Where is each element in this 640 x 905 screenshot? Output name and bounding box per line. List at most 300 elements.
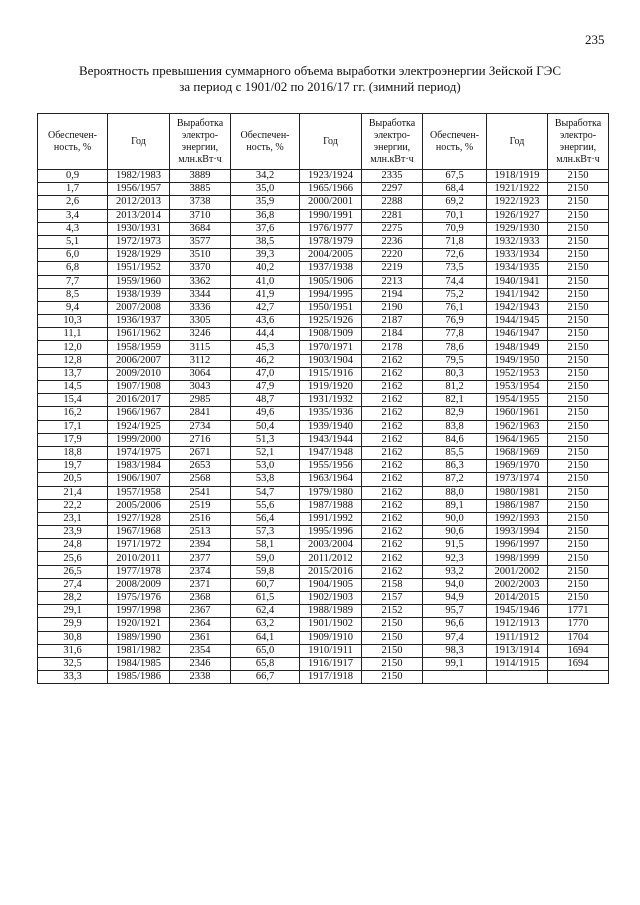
cell-provision-3: 83,8 xyxy=(423,420,487,433)
cell-provision-3: 85,5 xyxy=(423,446,487,459)
cell-provision-2: 41,9 xyxy=(231,288,300,301)
cell-year-2: 1931/1932 xyxy=(300,394,362,407)
cell-provision-2: 47,0 xyxy=(231,367,300,380)
cell-provision-3: 76,1 xyxy=(423,301,487,314)
cell-provision-1: 5,1 xyxy=(38,235,108,248)
cell-provision-2: 35,9 xyxy=(231,196,300,209)
cell-output-3: 2150 xyxy=(548,486,609,499)
cell-provision-1: 17,1 xyxy=(38,420,108,433)
table-row xyxy=(38,446,609,459)
cell-year-1: 2013/2014 xyxy=(108,209,170,222)
cell-provision-2: 42,7 xyxy=(231,301,300,314)
table-row xyxy=(38,275,609,288)
cell-output-1: 2541 xyxy=(170,486,231,499)
cell-output-1: 2519 xyxy=(170,499,231,512)
cell-output-2: 2162 xyxy=(362,381,423,394)
cell-year-1: 1956/1957 xyxy=(108,183,170,196)
cell-provision-2: 47,9 xyxy=(231,381,300,394)
cell-year-2: 1976/1977 xyxy=(300,222,362,235)
table-row xyxy=(38,235,609,248)
cell-provision-1: 16,2 xyxy=(38,407,108,420)
cell-output-2: 2150 xyxy=(362,631,423,644)
cell-output-1: 2671 xyxy=(170,446,231,459)
cell-output-1: 2985 xyxy=(170,394,231,407)
page-number: 235 xyxy=(585,32,605,47)
cell-output-2: 2158 xyxy=(362,578,423,591)
cell-year-2: 1943/1944 xyxy=(300,433,362,446)
cell-year-1: 1971/1972 xyxy=(108,539,170,552)
cell-provision-3: 71,8 xyxy=(423,235,487,248)
table-row xyxy=(38,249,609,262)
cell-provision-2: 52,1 xyxy=(231,446,300,459)
cell-output-2: 2219 xyxy=(362,262,423,275)
cell-provision-3: 82,9 xyxy=(423,407,487,420)
cell-output-3: 2150 xyxy=(548,367,609,380)
cell-output-1: 2394 xyxy=(170,539,231,552)
cell-provision-1: 1,7 xyxy=(38,183,108,196)
cell-output-2: 2194 xyxy=(362,288,423,301)
cell-year-1: 1989/1990 xyxy=(108,631,170,644)
table-row xyxy=(38,328,609,341)
cell-provision-2: 53,8 xyxy=(231,473,300,486)
cell-year-1: 1974/1975 xyxy=(108,446,170,459)
cell-year-3: 2014/2015 xyxy=(487,592,548,605)
cell-provision-2: 64,1 xyxy=(231,631,300,644)
cell-provision-2: 65,8 xyxy=(231,657,300,670)
table-row xyxy=(38,183,609,196)
cell-output-2: 2150 xyxy=(362,657,423,670)
cell-year-2: 1923/1924 xyxy=(300,170,362,183)
cell-output-2: 2213 xyxy=(362,275,423,288)
cell-provision-1: 2,6 xyxy=(38,196,108,209)
cell-year-2: 2011/2012 xyxy=(300,552,362,565)
cell-year-2: 1970/1971 xyxy=(300,341,362,354)
cell-year-2: 1947/1948 xyxy=(300,446,362,459)
cell-output-1: 2368 xyxy=(170,592,231,605)
cell-year-1: 1985/1986 xyxy=(108,671,170,684)
cell-year-3: 2002/2003 xyxy=(487,578,548,591)
cell-output-2: 2150 xyxy=(362,618,423,631)
cell-year-1: 1958/1959 xyxy=(108,341,170,354)
cell-provision-1: 26,5 xyxy=(38,565,108,578)
cell-output-2: 2220 xyxy=(362,249,423,262)
cell-output-3: 2150 xyxy=(548,473,609,486)
cell-output-1: 3305 xyxy=(170,315,231,328)
cell-output-2: 2162 xyxy=(362,354,423,367)
cell-year-1: 1966/1967 xyxy=(108,407,170,420)
cell-output-2: 2335 xyxy=(362,170,423,183)
cell-year-2: 1917/1918 xyxy=(300,671,362,684)
cell-year-3: 1926/1927 xyxy=(487,209,548,222)
cell-year-3: 1993/1994 xyxy=(487,526,548,539)
cell-provision-3: 67,5 xyxy=(423,170,487,183)
cell-output-3: 1770 xyxy=(548,618,609,631)
table-row xyxy=(38,539,609,552)
cell-year-3: 1960/1961 xyxy=(487,407,548,420)
cell-output-3: 2150 xyxy=(548,381,609,394)
cell-output-1: 3889 xyxy=(170,170,231,183)
cell-provision-1: 11,1 xyxy=(38,328,108,341)
cell-output-1: 3043 xyxy=(170,381,231,394)
table-row xyxy=(38,512,609,525)
cell-output-3: 2150 xyxy=(548,592,609,605)
cell-year-1: 1936/1937 xyxy=(108,315,170,328)
cell-year-3: 1914/1915 xyxy=(487,657,548,670)
cell-provision-3: 70,9 xyxy=(423,222,487,235)
cell-provision-1: 13,7 xyxy=(38,367,108,380)
cell-provision-1: 10,3 xyxy=(38,315,108,328)
cell-output-2: 2162 xyxy=(362,473,423,486)
cell-output-3: 2150 xyxy=(548,539,609,552)
cell-year-2: 1904/1905 xyxy=(300,578,362,591)
cell-year-1: 1975/1976 xyxy=(108,592,170,605)
cell-year-3: 1973/1974 xyxy=(487,473,548,486)
cell-year-3: 1954/1955 xyxy=(487,394,548,407)
cell-output-1: 2716 xyxy=(170,433,231,446)
header-output-1: Выработка электро-энергии, млн.кВт·ч xyxy=(170,114,231,170)
table-row xyxy=(38,262,609,275)
cell-output-3: 2150 xyxy=(548,275,609,288)
cell-provision-2: 53,0 xyxy=(231,460,300,473)
cell-output-2: 2184 xyxy=(362,328,423,341)
cell-provision-3: 69,2 xyxy=(423,196,487,209)
cell-output-1: 2734 xyxy=(170,420,231,433)
cell-output-3: 2150 xyxy=(548,433,609,446)
header-year-2: Год xyxy=(300,114,362,170)
cell-year-3: 1946/1947 xyxy=(487,328,548,341)
cell-provision-2: 36,8 xyxy=(231,209,300,222)
cell-output-2: 2157 xyxy=(362,592,423,605)
cell-provision-1: 6,8 xyxy=(38,262,108,275)
cell-year-1: 1957/1958 xyxy=(108,486,170,499)
cell-output-3: 2150 xyxy=(548,235,609,248)
cell-provision-3: 80,3 xyxy=(423,367,487,380)
cell-year-1: 1961/1962 xyxy=(108,328,170,341)
probability-table xyxy=(37,113,609,684)
cell-output-2: 2288 xyxy=(362,196,423,209)
cell-provision-3: 92,3 xyxy=(423,552,487,565)
cell-provision-3: 82,1 xyxy=(423,394,487,407)
cell-provision-3 xyxy=(423,671,487,684)
cell-provision-1: 27,4 xyxy=(38,578,108,591)
cell-year-2: 2015/2016 xyxy=(300,565,362,578)
cell-output-1: 2568 xyxy=(170,473,231,486)
cell-year-3: 1932/1933 xyxy=(487,235,548,248)
table-row xyxy=(38,170,609,183)
cell-year-2: 1905/1906 xyxy=(300,275,362,288)
cell-year-1: 1951/1952 xyxy=(108,262,170,275)
cell-year-2: 2000/2001 xyxy=(300,196,362,209)
cell-provision-1: 32,5 xyxy=(38,657,108,670)
cell-provision-3: 91,5 xyxy=(423,539,487,552)
cell-output-2: 2162 xyxy=(362,407,423,420)
table-row xyxy=(38,315,609,328)
cell-year-3: 1953/1954 xyxy=(487,381,548,394)
cell-year-3: 1913/1914 xyxy=(487,644,548,657)
cell-output-3: 2150 xyxy=(548,354,609,367)
table-row xyxy=(38,631,609,644)
cell-output-2: 2162 xyxy=(362,512,423,525)
cell-provision-3: 90,0 xyxy=(423,512,487,525)
cell-output-3: 2150 xyxy=(548,565,609,578)
cell-output-3: 2150 xyxy=(548,526,609,539)
cell-provision-2: 46,2 xyxy=(231,354,300,367)
cell-output-2: 2162 xyxy=(362,433,423,446)
header-provision-1: Обеспечен-ность, % xyxy=(38,114,108,170)
table-row xyxy=(38,644,609,657)
cell-year-2: 1963/1964 xyxy=(300,473,362,486)
title-line-2: за период с 1901/02 по 2016/17 гг. (зимний период) xyxy=(179,79,461,94)
table-row xyxy=(38,592,609,605)
cell-output-3: 2150 xyxy=(548,341,609,354)
cell-year-1: 1930/1931 xyxy=(108,222,170,235)
cell-provision-3: 77,8 xyxy=(423,328,487,341)
cell-provision-3: 79,5 xyxy=(423,354,487,367)
cell-output-2: 2297 xyxy=(362,183,423,196)
cell-provision-3: 94,0 xyxy=(423,578,487,591)
cell-provision-2: 58,1 xyxy=(231,539,300,552)
cell-output-2: 2178 xyxy=(362,341,423,354)
cell-provision-1: 31,6 xyxy=(38,644,108,657)
cell-year-2: 2004/2005 xyxy=(300,249,362,262)
cell-year-3: 1962/1963 xyxy=(487,420,548,433)
cell-year-3: 1922/1923 xyxy=(487,196,548,209)
cell-output-1: 2367 xyxy=(170,605,231,618)
cell-year-2: 1919/1920 xyxy=(300,381,362,394)
cell-output-2: 2162 xyxy=(362,552,423,565)
cell-year-1: 1907/1908 xyxy=(108,381,170,394)
cell-year-1: 1906/1907 xyxy=(108,473,170,486)
table-row xyxy=(38,565,609,578)
cell-output-1: 2653 xyxy=(170,460,231,473)
cell-output-3: 2150 xyxy=(548,315,609,328)
cell-provision-1: 12,0 xyxy=(38,341,108,354)
cell-output-3 xyxy=(548,671,609,684)
cell-year-2: 1901/1902 xyxy=(300,618,362,631)
cell-provision-1: 9,4 xyxy=(38,301,108,314)
cell-output-1: 3112 xyxy=(170,354,231,367)
table-row xyxy=(38,341,609,354)
cell-year-1: 1981/1982 xyxy=(108,644,170,657)
cell-output-1: 2841 xyxy=(170,407,231,420)
cell-output-2: 2152 xyxy=(362,605,423,618)
cell-provision-2: 63,2 xyxy=(231,618,300,631)
cell-output-3: 2150 xyxy=(548,512,609,525)
cell-provision-3: 93,2 xyxy=(423,565,487,578)
cell-output-3: 2150 xyxy=(548,288,609,301)
cell-year-2: 1915/1916 xyxy=(300,367,362,380)
cell-year-1: 1983/1984 xyxy=(108,460,170,473)
cell-provision-2: 59,8 xyxy=(231,565,300,578)
cell-output-3: 2150 xyxy=(548,209,609,222)
cell-year-1: 1928/1929 xyxy=(108,249,170,262)
cell-output-2: 2281 xyxy=(362,209,423,222)
table-row xyxy=(38,381,609,394)
cell-output-3: 2150 xyxy=(548,249,609,262)
cell-output-1: 3115 xyxy=(170,341,231,354)
cell-provision-3: 84,6 xyxy=(423,433,487,446)
header-year-1: Год xyxy=(108,114,170,170)
cell-year-3: 1986/1987 xyxy=(487,499,548,512)
cell-output-3: 1694 xyxy=(548,657,609,670)
cell-provision-1: 17,9 xyxy=(38,433,108,446)
cell-output-3: 2150 xyxy=(548,499,609,512)
cell-output-3: 2150 xyxy=(548,578,609,591)
cell-year-3: 1949/1950 xyxy=(487,354,548,367)
cell-output-1: 2516 xyxy=(170,512,231,525)
cell-output-1: 3710 xyxy=(170,209,231,222)
cell-year-3: 1929/1930 xyxy=(487,222,548,235)
cell-provision-1: 21,4 xyxy=(38,486,108,499)
cell-provision-3: 81,2 xyxy=(423,381,487,394)
cell-provision-3: 90,6 xyxy=(423,526,487,539)
cell-output-1: 3684 xyxy=(170,222,231,235)
cell-year-2: 1978/1979 xyxy=(300,235,362,248)
cell-provision-1: 3,4 xyxy=(38,209,108,222)
table-row xyxy=(38,486,609,499)
cell-output-1: 2374 xyxy=(170,565,231,578)
cell-output-2: 2162 xyxy=(362,460,423,473)
title-line-1: Вероятность превышения суммарного объема выработки электроэнергии Зейской ГЭС xyxy=(79,63,561,78)
cell-provision-2: 60,7 xyxy=(231,578,300,591)
cell-provision-2: 39,3 xyxy=(231,249,300,262)
cell-output-3: 2150 xyxy=(548,552,609,565)
header-output-3: Выработка электро-энергии, млн.кВт·ч xyxy=(548,114,609,170)
document-title xyxy=(0,63,640,95)
cell-year-2: 1995/1996 xyxy=(300,526,362,539)
cell-year-3: 1940/1941 xyxy=(487,275,548,288)
cell-provision-1: 23,9 xyxy=(38,526,108,539)
cell-year-1: 1977/1978 xyxy=(108,565,170,578)
cell-provision-2: 59,0 xyxy=(231,552,300,565)
cell-output-1: 3370 xyxy=(170,262,231,275)
cell-provision-2: 61,5 xyxy=(231,592,300,605)
cell-year-1: 1924/1925 xyxy=(108,420,170,433)
cell-provision-2: 38,5 xyxy=(231,235,300,248)
cell-provision-2: 45,3 xyxy=(231,341,300,354)
cell-output-2: 2150 xyxy=(362,671,423,684)
cell-provision-3: 89,1 xyxy=(423,499,487,512)
cell-output-2: 2162 xyxy=(362,539,423,552)
cell-provision-1: 6,0 xyxy=(38,249,108,262)
cell-provision-2: 44,4 xyxy=(231,328,300,341)
cell-year-1: 1967/1968 xyxy=(108,526,170,539)
cell-provision-3: 87,2 xyxy=(423,473,487,486)
cell-output-2: 2190 xyxy=(362,301,423,314)
cell-year-1: 2016/2017 xyxy=(108,394,170,407)
cell-year-2: 1939/1940 xyxy=(300,420,362,433)
cell-year-3: 1968/1969 xyxy=(487,446,548,459)
cell-output-1: 3362 xyxy=(170,275,231,288)
table-header-row xyxy=(38,114,609,170)
cell-year-3: 1996/1997 xyxy=(487,539,548,552)
cell-provision-3: 72,6 xyxy=(423,249,487,262)
cell-year-3: 1998/1999 xyxy=(487,552,548,565)
cell-provision-1: 30,8 xyxy=(38,631,108,644)
cell-year-1: 2012/2013 xyxy=(108,196,170,209)
cell-year-1: 2008/2009 xyxy=(108,578,170,591)
cell-output-1: 3510 xyxy=(170,249,231,262)
cell-year-3: 1992/1993 xyxy=(487,512,548,525)
cell-output-3: 1704 xyxy=(548,631,609,644)
cell-output-2: 2236 xyxy=(362,235,423,248)
table-row xyxy=(38,354,609,367)
cell-output-1: 3064 xyxy=(170,367,231,380)
cell-provision-3: 88,0 xyxy=(423,486,487,499)
cell-provision-2: 48,7 xyxy=(231,394,300,407)
table-row xyxy=(38,473,609,486)
cell-provision-1: 4,3 xyxy=(38,222,108,235)
cell-output-1: 2364 xyxy=(170,618,231,631)
cell-year-2: 1979/1980 xyxy=(300,486,362,499)
cell-year-2: 1994/1995 xyxy=(300,288,362,301)
cell-output-1: 2338 xyxy=(170,671,231,684)
table-row xyxy=(38,552,609,565)
header-output-2: Выработка электро-энергии, млн.кВт·ч xyxy=(362,114,423,170)
cell-provision-1: 29,9 xyxy=(38,618,108,631)
cell-provision-3: 70,1 xyxy=(423,209,487,222)
table-row xyxy=(38,367,609,380)
cell-provision-2: 65,0 xyxy=(231,644,300,657)
cell-year-2: 1916/1917 xyxy=(300,657,362,670)
cell-provision-2: 51,3 xyxy=(231,433,300,446)
cell-year-1: 2009/2010 xyxy=(108,367,170,380)
cell-year-2: 1965/1966 xyxy=(300,183,362,196)
cell-output-1: 2346 xyxy=(170,657,231,670)
cell-provision-2: 56,4 xyxy=(231,512,300,525)
cell-output-3: 2150 xyxy=(548,196,609,209)
cell-year-3: 1952/1953 xyxy=(487,367,548,380)
cell-provision-3: 73,5 xyxy=(423,262,487,275)
cell-provision-3: 98,3 xyxy=(423,644,487,657)
cell-year-1: 1959/1960 xyxy=(108,275,170,288)
cell-year-3: 1964/1965 xyxy=(487,433,548,446)
cell-output-1: 2377 xyxy=(170,552,231,565)
table-row xyxy=(38,657,609,670)
cell-output-1: 2361 xyxy=(170,631,231,644)
cell-provision-3: 78,6 xyxy=(423,341,487,354)
cell-year-2: 1925/1926 xyxy=(300,315,362,328)
cell-output-3: 2150 xyxy=(548,301,609,314)
table-row xyxy=(38,671,609,684)
cell-year-1: 1984/1985 xyxy=(108,657,170,670)
cell-output-3: 2150 xyxy=(548,183,609,196)
cell-provision-2: 34,2 xyxy=(231,170,300,183)
cell-provision-2: 43,6 xyxy=(231,315,300,328)
cell-output-2: 2162 xyxy=(362,499,423,512)
cell-year-3: 1980/1981 xyxy=(487,486,548,499)
cell-provision-1: 18,8 xyxy=(38,446,108,459)
cell-provision-3: 74,4 xyxy=(423,275,487,288)
cell-provision-1: 0,9 xyxy=(38,170,108,183)
cell-year-3: 1969/1970 xyxy=(487,460,548,473)
cell-year-3: 1934/1935 xyxy=(487,262,548,275)
cell-output-1: 3577 xyxy=(170,235,231,248)
cell-year-1: 1938/1939 xyxy=(108,288,170,301)
cell-year-1: 1927/1928 xyxy=(108,512,170,525)
cell-year-1: 1972/1973 xyxy=(108,235,170,248)
cell-output-3: 2150 xyxy=(548,222,609,235)
cell-output-1: 3738 xyxy=(170,196,231,209)
cell-year-3: 1948/1949 xyxy=(487,341,548,354)
cell-year-2: 1908/1909 xyxy=(300,328,362,341)
cell-provision-2: 40,2 xyxy=(231,262,300,275)
table-body xyxy=(38,170,609,684)
cell-output-2: 2187 xyxy=(362,315,423,328)
cell-output-1: 2513 xyxy=(170,526,231,539)
cell-provision-3: 75,2 xyxy=(423,288,487,301)
cell-year-2: 1987/1988 xyxy=(300,499,362,512)
